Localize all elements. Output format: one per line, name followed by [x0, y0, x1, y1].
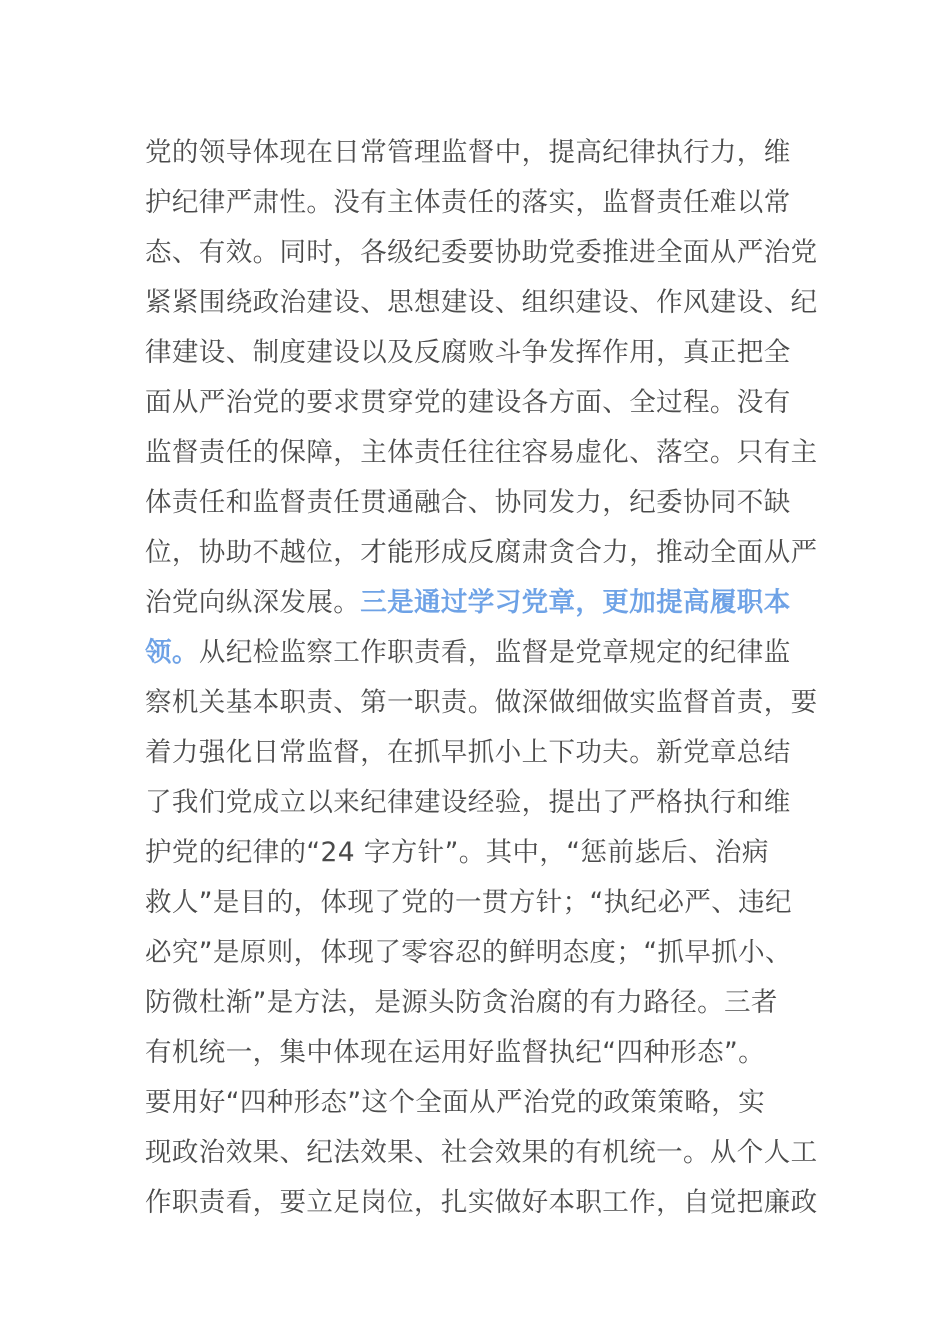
text-line [145, 528, 825, 578]
text-segment: 了我们党成立以来纪律建设经验，提出了严格执行和维 [145, 787, 791, 818]
text-line [145, 378, 825, 428]
text-segment: 从纪检监察工作职责看，监督是党章规定的纪律监 [198, 637, 791, 668]
text-line [145, 978, 825, 1028]
text-segment: 有机统一，集中体现在运用好监督执纪“四种形态”。 [145, 1037, 766, 1068]
text-line [145, 778, 825, 828]
text-segment: 治党向纵深发展。 [145, 587, 361, 618]
text-line [145, 128, 825, 178]
text-segment: 着力强化日常监督，在抓早抓小上下功夫。新党章总结 [145, 737, 791, 768]
text-line [145, 1178, 825, 1228]
text-segment: 察机关基本职责、第一职责。做深做细做实监督首责，要 [145, 687, 818, 718]
highlighted-heading: 领。 [145, 637, 199, 668]
text-segment: 紧紧围绕政治建设、思想建设、组织建设、作风建设、纪 [145, 287, 818, 318]
text-line [145, 478, 825, 528]
text-line [145, 878, 825, 928]
text-segment: 位，协助不越位，才能形成反腐肃贪合力，推动全面从严 [145, 537, 818, 568]
text-segment: 体责任和监督责任贯通融合、协同发力，纪委协同不缺 [145, 487, 791, 518]
text-segment: 救人”是目的，体现了党的一贯方针；“执纪必严、违纪 [145, 887, 792, 918]
text-segment: 护党的纪律的“24 字方针”。其中，“惩前毖后、治病 [145, 837, 769, 868]
text-line [145, 328, 825, 378]
highlighted-heading: 三是通过学习党章，更加提高履职本 [360, 587, 791, 618]
text-line [145, 428, 825, 478]
text-line [145, 228, 825, 278]
body-paragraph [145, 128, 825, 1228]
text-segment: 要用好“四种形态”这个全面从严治党的政策策略，实 [145, 1087, 766, 1118]
text-segment: 现政治效果、纪法效果、社会效果的有机统一。从个人工 [145, 1137, 818, 1168]
text-segment: 必究”是原则，体现了零容忍的鲜明态度；“抓早抓小、 [145, 937, 792, 968]
text-line [145, 828, 825, 878]
text-line [145, 278, 825, 328]
text-segment: 面从严治党的要求贯穿党的建设各方面、全过程。没有 [145, 387, 791, 418]
text-line [145, 1078, 825, 1128]
text-segment: 态、有效。同时，各级纪委要协助党委推进全面从严治党 [145, 237, 818, 268]
text-segment: 党的领导体现在日常管理监督中，提高纪律执行力，维 [145, 137, 791, 168]
text-line [145, 678, 825, 728]
text-line [145, 578, 825, 628]
text-line [145, 1028, 825, 1078]
text-segment: 防微杜渐”是方法，是源头防贪治腐的有力路径。三者 [145, 987, 778, 1018]
text-segment: 作职责看，要立足岗位，扎实做好本职工作，自觉把廉政 [145, 1187, 818, 1218]
text-line [145, 1128, 825, 1178]
text-line [145, 728, 825, 778]
text-line [145, 628, 825, 678]
text-segment: 监督责任的保障，主体责任往往容易虚化、落空。只有主 [145, 437, 818, 468]
text-line [145, 178, 825, 228]
text-segment: 律建设、制度建设以及反腐败斗争发挥作用，真正把全 [145, 337, 791, 368]
text-line [145, 928, 825, 978]
text-segment: 护纪律严肃性。没有主体责任的落实，监督责任难以常 [145, 187, 791, 218]
